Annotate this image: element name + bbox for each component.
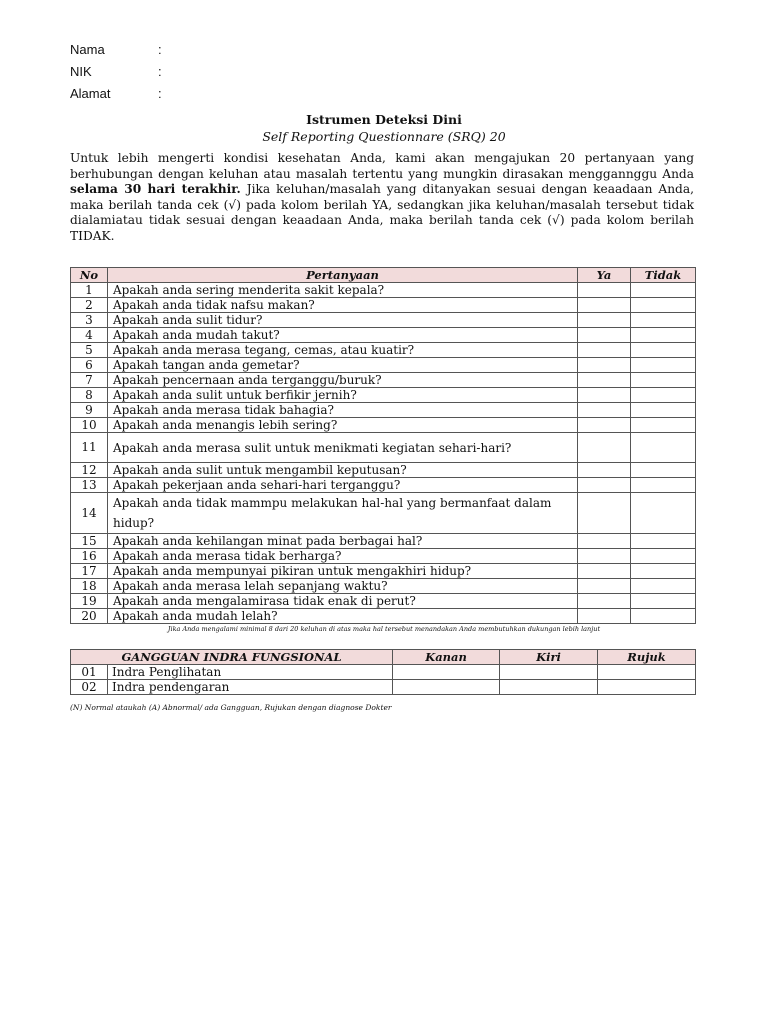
table-row bbox=[71, 549, 696, 564]
kiri-cell[interactable] bbox=[500, 680, 598, 695]
tidak-checkbox-cell[interactable] bbox=[631, 534, 696, 549]
row-question: Apakah anda sulit untuk berfikir jernih? bbox=[108, 388, 578, 403]
header-ya: Ya bbox=[578, 268, 631, 283]
tidak-checkbox-cell[interactable] bbox=[631, 594, 696, 609]
row-question: Apakah anda merasa tidak bahagia? bbox=[108, 403, 578, 418]
table-row bbox=[71, 478, 696, 493]
row-number: 14 bbox=[71, 493, 108, 534]
ya-checkbox-cell[interactable] bbox=[578, 609, 631, 624]
row-question: Apakah anda menangis lebih sering? bbox=[108, 418, 578, 433]
row-label: Indra pendengaran bbox=[108, 680, 393, 695]
tidak-checkbox-cell[interactable] bbox=[631, 298, 696, 313]
row-number: 7 bbox=[71, 373, 108, 388]
ya-checkbox-cell[interactable] bbox=[578, 579, 631, 594]
row-number: 11 bbox=[71, 433, 108, 463]
table-row bbox=[71, 403, 696, 418]
intro-text-1: Untuk lebih mengerti kondisi kesehatan Anda, kami akan mengajukan 20 pertanyaan yang berhubungan dengan keluhan atau masalah tertentu yang mungkin dirasakan menggannggu Anda bbox=[70, 151, 694, 181]
nama-row bbox=[70, 42, 162, 57]
document-title: Istrumen Deteksi Dini bbox=[306, 112, 462, 127]
row-question: Apakah anda merasa lelah sepanjang waktu? bbox=[108, 579, 578, 594]
row-question: Apakah anda sulit tidur? bbox=[108, 313, 578, 328]
ya-checkbox-cell[interactable] bbox=[578, 298, 631, 313]
ya-checkbox-cell[interactable] bbox=[578, 313, 631, 328]
row-number: 13 bbox=[71, 478, 108, 493]
ya-checkbox-cell[interactable] bbox=[578, 478, 631, 493]
row-number: 16 bbox=[71, 549, 108, 564]
srq-table bbox=[70, 267, 696, 624]
table-row bbox=[71, 298, 696, 313]
header-kanan: Kanan bbox=[393, 650, 500, 665]
row-number: 12 bbox=[71, 463, 108, 478]
ya-checkbox-cell[interactable] bbox=[578, 373, 631, 388]
tidak-checkbox-cell[interactable] bbox=[631, 388, 696, 403]
ya-checkbox-cell[interactable] bbox=[578, 463, 631, 478]
row-number: 01 bbox=[71, 665, 108, 680]
tidak-checkbox-cell[interactable] bbox=[631, 609, 696, 624]
row-number: 6 bbox=[71, 358, 108, 373]
row-question: Apakah pencernaan anda terganggu/buruk? bbox=[108, 373, 578, 388]
header-rujuk: Rujuk bbox=[598, 650, 696, 665]
ya-checkbox-cell[interactable] bbox=[578, 594, 631, 609]
fungsi-table bbox=[70, 649, 696, 695]
row-question: Apakah anda mudah takut? bbox=[108, 328, 578, 343]
row-question: Apakah anda mudah lelah? bbox=[108, 609, 578, 624]
row-number: 8 bbox=[71, 388, 108, 403]
tidak-checkbox-cell[interactable] bbox=[631, 463, 696, 478]
kiri-cell[interactable] bbox=[500, 665, 598, 680]
footnote-srq: Jika Anda mengalami minimal 8 dari 20 keluhan di atas maka hal tersebut menandakan Anda membutuhkan dukungan lebih lanjut bbox=[167, 625, 601, 633]
table-row bbox=[71, 313, 696, 328]
footnote-fungsi: (N) Normal ataukah (A) Abnormal/ ada Gangguan, Rujukan dengan diagnose Dokter bbox=[70, 703, 392, 712]
row-number: 9 bbox=[71, 403, 108, 418]
table-row bbox=[71, 579, 696, 594]
ya-checkbox-cell[interactable] bbox=[578, 493, 631, 534]
tidak-checkbox-cell[interactable] bbox=[631, 373, 696, 388]
row-number: 15 bbox=[71, 534, 108, 549]
document-subtitle: Self Reporting Questionnare (SRQ) 20 bbox=[262, 129, 506, 144]
nama-colon: : bbox=[158, 42, 162, 57]
tidak-checkbox-cell[interactable] bbox=[631, 433, 696, 463]
table-row bbox=[71, 680, 696, 695]
row-question: Apakah pekerjaan anda sehari-hari terganggu? bbox=[108, 478, 578, 493]
tidak-checkbox-cell[interactable] bbox=[631, 564, 696, 579]
row-number: 20 bbox=[71, 609, 108, 624]
alamat-label: Alamat bbox=[70, 86, 111, 101]
tidak-checkbox-cell[interactable] bbox=[631, 358, 696, 373]
tidak-checkbox-cell[interactable] bbox=[631, 418, 696, 433]
table-row bbox=[71, 418, 696, 433]
ya-checkbox-cell[interactable] bbox=[578, 358, 631, 373]
ya-checkbox-cell[interactable] bbox=[578, 343, 631, 358]
table-row bbox=[71, 343, 696, 358]
header-pertanyaan: Pertanyaan bbox=[108, 268, 578, 283]
row-number: 17 bbox=[71, 564, 108, 579]
tidak-checkbox-cell[interactable] bbox=[631, 493, 696, 534]
header-no: No bbox=[71, 268, 108, 283]
tidak-checkbox-cell[interactable] bbox=[631, 328, 696, 343]
table-row bbox=[71, 534, 696, 549]
row-number: 19 bbox=[71, 594, 108, 609]
fungsi-header-row bbox=[71, 650, 696, 665]
kanan-cell[interactable] bbox=[393, 680, 500, 695]
row-question: Apakah anda tidak mammpu melakukan hal-hal yang bermanfaat dalam hidup? bbox=[108, 493, 578, 534]
ya-checkbox-cell[interactable] bbox=[578, 403, 631, 418]
nik-row bbox=[70, 64, 162, 79]
nama-label: Nama bbox=[70, 42, 105, 57]
tidak-checkbox-cell[interactable] bbox=[631, 313, 696, 328]
ya-checkbox-cell[interactable] bbox=[578, 549, 631, 564]
table-row bbox=[71, 463, 696, 478]
table-row bbox=[71, 493, 696, 534]
tidak-checkbox-cell[interactable] bbox=[631, 549, 696, 564]
header-tidak: Tidak bbox=[631, 268, 696, 283]
row-number: 5 bbox=[71, 343, 108, 358]
row-number: 2 bbox=[71, 298, 108, 313]
row-number: 10 bbox=[71, 418, 108, 433]
table-row bbox=[71, 283, 696, 298]
row-question: Apakah anda tidak nafsu makan? bbox=[108, 298, 578, 313]
table-row bbox=[71, 594, 696, 609]
tidak-checkbox-cell[interactable] bbox=[631, 478, 696, 493]
alamat-row bbox=[70, 86, 162, 101]
ya-checkbox-cell[interactable] bbox=[578, 328, 631, 343]
rujuk-cell[interactable] bbox=[598, 665, 696, 680]
row-number: 4 bbox=[71, 328, 108, 343]
intro-text-2: Jika keluhan/masalah yang ditanyakan sesuai dengan keaadaan Anda, maka berilah tanda cek (√) pada kolom berilah YA, sedangkan jika keluhan/masalah tersebut tidak dialamiatau tidak sesuai dengan keaadaan Anda, maka berilah tanda cek (√) pada kolom berilah TIDAK. bbox=[70, 182, 694, 243]
intro-paragraph bbox=[70, 151, 694, 244]
tidak-checkbox-cell[interactable] bbox=[631, 343, 696, 358]
ya-checkbox-cell[interactable] bbox=[578, 433, 631, 463]
row-question: Apakah tangan anda gemetar? bbox=[108, 358, 578, 373]
intro-bold-text: selama 30 hari terakhir. bbox=[70, 182, 241, 196]
row-number: 1 bbox=[71, 283, 108, 298]
row-number: 18 bbox=[71, 579, 108, 594]
row-question: Apakah anda sering menderita sakit kepala? bbox=[108, 283, 578, 298]
tidak-checkbox-cell[interactable] bbox=[631, 403, 696, 418]
table-row bbox=[71, 564, 696, 579]
ya-checkbox-cell[interactable] bbox=[578, 283, 631, 298]
row-number: 3 bbox=[71, 313, 108, 328]
table-row bbox=[71, 388, 696, 403]
table-row bbox=[71, 373, 696, 388]
table-row bbox=[71, 609, 696, 624]
row-question: Apakah anda mempunyai pikiran untuk mengakhiri hidup? bbox=[108, 564, 578, 579]
tidak-checkbox-cell[interactable] bbox=[631, 579, 696, 594]
ya-checkbox-cell[interactable] bbox=[578, 388, 631, 403]
row-label: Indra Penglihatan bbox=[108, 665, 393, 680]
alamat-colon: : bbox=[158, 86, 162, 101]
row-question: Apakah anda kehilangan minat pada berbagai hal? bbox=[108, 534, 578, 549]
table-row bbox=[71, 665, 696, 680]
table-row bbox=[71, 328, 696, 343]
row-question: Apakah anda merasa tidak berharga? bbox=[108, 549, 578, 564]
ya-checkbox-cell[interactable] bbox=[578, 564, 631, 579]
header-gangguan: GANGGUAN INDRA FUNGSIONAL bbox=[71, 650, 393, 665]
row-question: Apakah anda sulit untuk mengambil keputusan? bbox=[108, 463, 578, 478]
tidak-checkbox-cell[interactable] bbox=[631, 283, 696, 298]
row-question: Apakah anda merasa tegang, cemas, atau kuatir? bbox=[108, 343, 578, 358]
header-kiri: Kiri bbox=[500, 650, 598, 665]
row-question: Apakah anda merasa sulit untuk menikmati kegiatan sehari-hari? bbox=[108, 433, 578, 463]
row-question: Apakah anda mengalamirasa tidak enak di perut? bbox=[108, 594, 578, 609]
kanan-cell[interactable] bbox=[393, 665, 500, 680]
ya-checkbox-cell[interactable] bbox=[578, 418, 631, 433]
table-row bbox=[71, 433, 696, 463]
nik-label: NIK bbox=[70, 64, 92, 79]
table-row bbox=[71, 358, 696, 373]
srq-header-row bbox=[71, 268, 696, 283]
row-number: 02 bbox=[71, 680, 108, 695]
nik-colon: : bbox=[158, 64, 162, 79]
ya-checkbox-cell[interactable] bbox=[578, 534, 631, 549]
rujuk-cell[interactable] bbox=[598, 680, 696, 695]
